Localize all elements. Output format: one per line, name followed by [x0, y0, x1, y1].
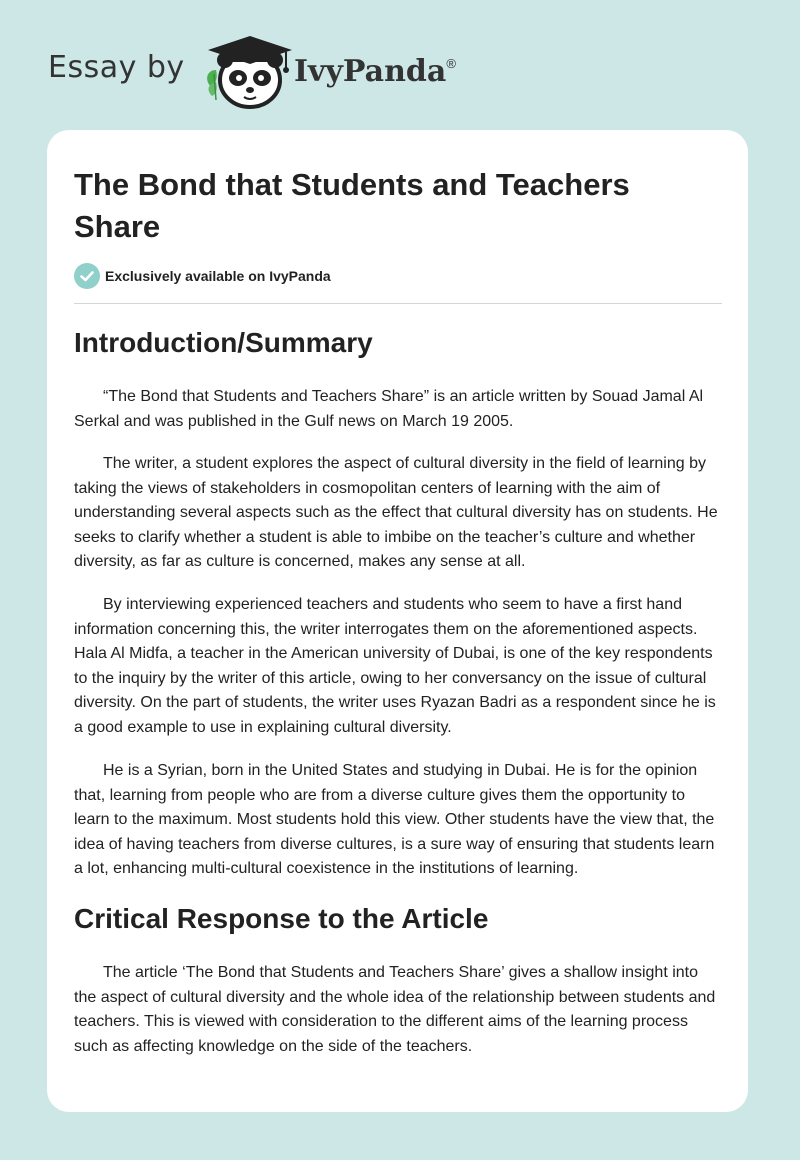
page-title: The Bond that Students and Teachers Share — [74, 167, 630, 244]
essay-by-label: Essay by — [48, 50, 185, 85]
paragraph: He is a Syrian, born in the United States and studying in Dubai. He is for the opinion that, learning from people who are from a diverse culture gives them the opportunity to learn to the maximum. Most students hold this view. Other students have the view that, the idea of having teachers from diverse cultures, is a sure way of ensuring that students learn a lot, enhancing multi-cultural coexistence in the institutions of learning. — [74, 762, 715, 878]
badge-text: Exclusively available on IvyPanda — [105, 268, 331, 284]
registered-mark: ® — [446, 56, 456, 71]
brand-name[interactable]: IvyPanda® — [294, 54, 456, 89]
section-heading: Critical Response to the Article — [74, 903, 489, 934]
exclusive-badge — [74, 263, 331, 289]
paragraph: “The Bond that Students and Teachers Share” is an article written by Souad Jamal Al Serkal and was published in the Gulf news on March 19 2005. — [74, 388, 704, 430]
section-heading: Introduction/Summary — [74, 327, 373, 358]
essay-card — [47, 130, 748, 1112]
divider — [74, 303, 722, 304]
paragraph: The writer, a student explores the aspect of cultural diversity in the field of learning by taking the views of stakeholders in cosmopolitan centers of learning with the aim of understanding several aspects such as the effect that cultural diversity has on students. He seeks to clarify whether a student is able to imbibe on the teacher’s culture and whether diversity, as far as culture is concerned, makes any sense at all. — [74, 455, 718, 571]
check-circle-icon — [74, 263, 100, 289]
panda-graduate-icon — [200, 34, 296, 110]
paragraph: By interviewing experienced teachers and students who seem to have a first hand information concerning this, the writer interrogates them on the aforementioned aspects. Hala Al Midfa, a teacher in the American university of Dubai, is one of the key respondents to the inquiry by the writer of this article, owing to her conversancy on the issue of cultural diversity. On the part of students, the writer uses Ryazan Badri as a respondent since he is a good example to use in explaining cultural diversity. — [74, 596, 716, 736]
paragraph: The article ‘The Bond that Students and Teachers Share’ gives a shallow insight into the aspect of cultural diversity and the whole idea of the relationship between students and teachers. This is viewed with consideration to the different aims of the learning process such as affecting knowledge on the side of the teachers. — [74, 964, 716, 1055]
site-header — [48, 34, 748, 114]
